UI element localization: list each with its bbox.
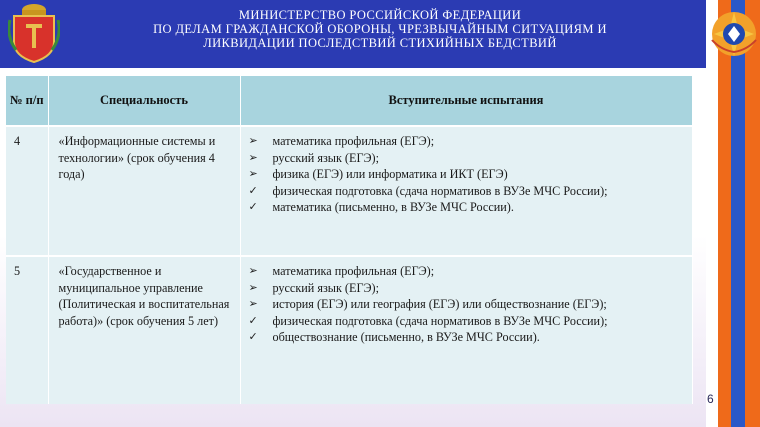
- exam-item: [249, 199, 692, 216]
- ministry-title: [80, 8, 680, 50]
- ministry-title-line-2: ПО ДЕЛАМ ГРАЖДАНСКОЙ ОБОРОНЫ, ЧРЕЗВЫЧАЙНЫМ СИТУАЦИЯМ И: [153, 22, 607, 36]
- tula-crest-icon: [8, 2, 60, 64]
- arrow-bullet-icon: ➢: [248, 297, 258, 310]
- exams-cell: [240, 256, 692, 404]
- column-header-exams: Вступительные испытания: [240, 76, 692, 126]
- column-header-specialty: Специальность: [48, 76, 240, 126]
- exam-item: [249, 313, 692, 330]
- exam-text: обществознание (письменно, в ВУЗе МЧС России).: [272, 330, 540, 344]
- exam-item: [249, 329, 692, 346]
- admission-table: [6, 76, 693, 404]
- exam-text: физика (ЕГЭ) или информатика и ИКТ (ЕГЭ): [272, 167, 508, 181]
- exam-item: [249, 296, 692, 313]
- exam-item: [249, 133, 692, 150]
- column-header-number: № п/п: [6, 76, 48, 126]
- exam-item: [249, 166, 692, 183]
- ministry-title-line-1: МИНИСТЕРСТВО РОССИЙСКОЙ ФЕДЕРАЦИИ: [238, 8, 522, 22]
- row-number: 5: [6, 256, 48, 404]
- arrow-bullet-icon: ➢: [248, 264, 258, 277]
- exam-text: математика профильная (ЕГЭ);: [272, 134, 435, 148]
- table-row: [6, 256, 692, 404]
- check-bullet-icon: ✓: [248, 330, 258, 343]
- row-number: 4: [6, 126, 48, 256]
- ministry-title-line-3: ЛИКВИДАЦИИ ПОСЛЕДСТВИЙ СТИХИЙНЫХ БЕДСТВИЙ: [203, 36, 557, 50]
- exam-text: математика (письменно, в ВУЗе МЧС России).: [272, 200, 514, 214]
- exam-text: физическая подготовка (сдача нормативов в ВУЗе МЧС России);: [272, 313, 608, 328]
- specialty-cell: «Информационные системы и технологии» (срок обучения 4 года): [48, 126, 240, 256]
- page-number: 6: [707, 392, 714, 406]
- exams-cell: [240, 126, 692, 256]
- header-bar: [0, 0, 706, 68]
- exam-text: история (ЕГЭ) или география (ЕГЭ) или обществознание (ЕГЭ);: [272, 297, 607, 311]
- exam-text: русский язык (ЕГЭ);: [272, 280, 379, 295]
- check-bullet-icon: ✓: [248, 183, 258, 197]
- exam-text: русский язык (ЕГЭ);: [272, 150, 379, 165]
- check-bullet-icon: ✓: [248, 200, 258, 213]
- arrow-bullet-icon: ➢: [248, 150, 258, 164]
- check-bullet-icon: ✓: [248, 313, 258, 327]
- exam-item: [249, 183, 692, 200]
- arrow-bullet-icon: ➢: [248, 280, 258, 294]
- specialty-cell: «Государственное и муниципальное управление (Политическая и воспитательная работа)» (срок обучения 5 лет): [48, 256, 240, 404]
- table-header-row: [6, 76, 692, 126]
- exam-text: математика профильная (ЕГЭ);: [272, 264, 435, 278]
- emercom-emblem-icon: [707, 0, 760, 68]
- exam-text: физическая подготовка (сдача нормативов в ВУЗе МЧС России);: [272, 183, 608, 198]
- exam-item: [249, 280, 692, 297]
- arrow-bullet-icon: ➢: [248, 167, 258, 180]
- arrow-bullet-icon: ➢: [248, 134, 258, 147]
- exam-item: [249, 263, 692, 280]
- exam-item: [249, 150, 692, 167]
- table-row: [6, 126, 692, 256]
